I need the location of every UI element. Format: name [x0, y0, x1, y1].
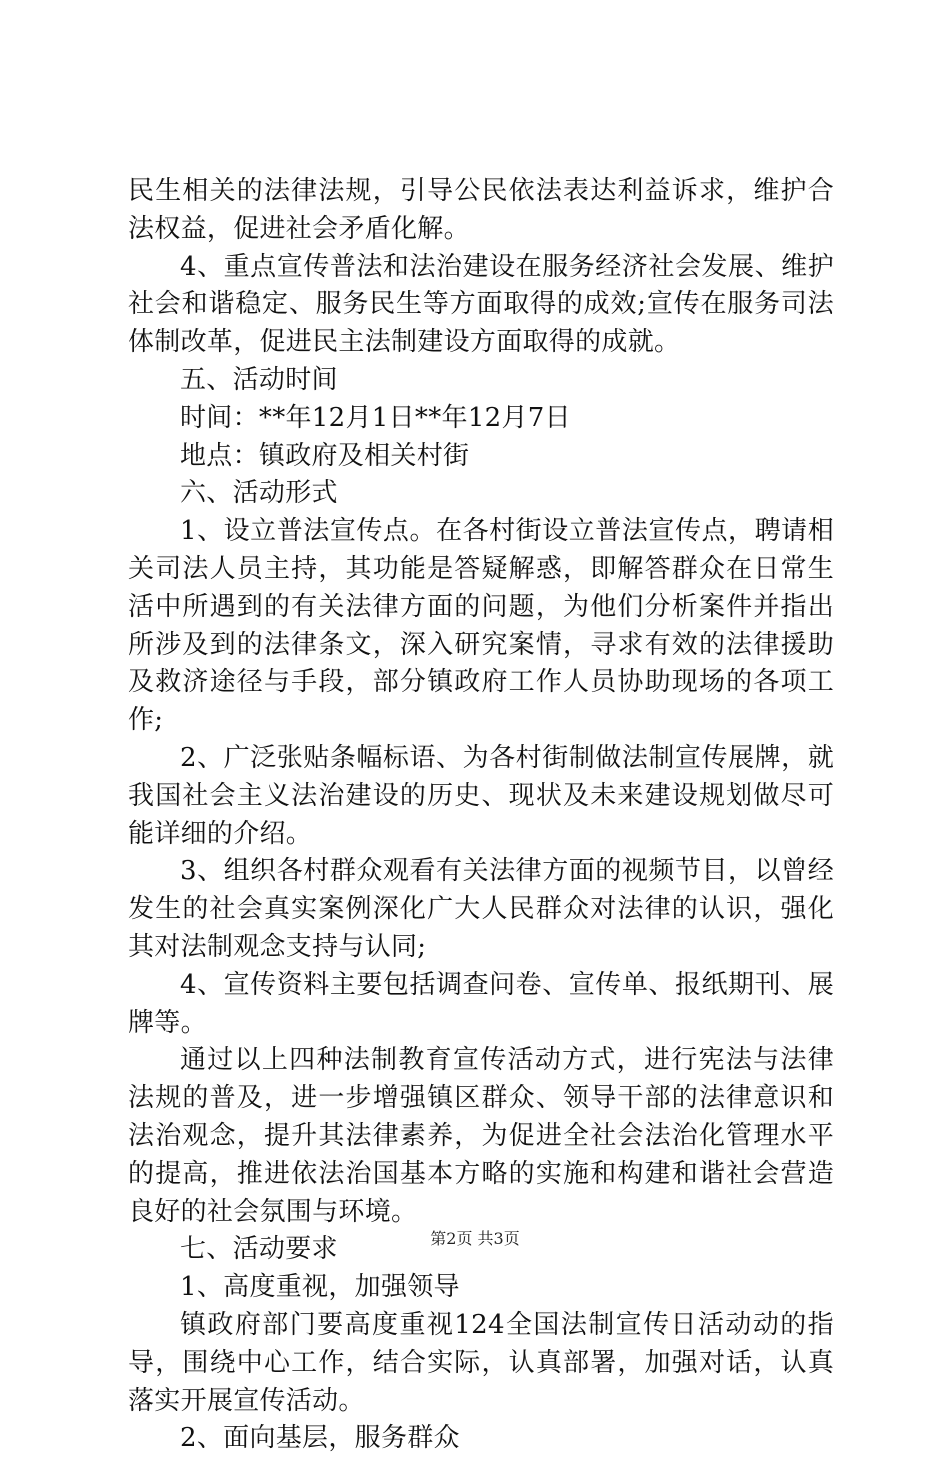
subsection-heading: 1、高度重视，加强领导: [180, 1272, 460, 1303]
paragraph: 4、重点宣传普法和法治建设在服务经济社会发展、维护社会和谐稳定、服务民生等方面取得的成效;宣传在服务司法体制改革，促进民主法制建设方面取得的成就。: [128, 251, 834, 358]
section-heading: 七、活动要求: [180, 1234, 338, 1265]
paragraph: 3、组织各村群众观看有关法律方面的视频节目，以曾经发生的社会真实案例深化广大人民群众对法律的认识，强化其对法制观念支持与认同;: [128, 856, 834, 962]
paragraph: 通过以上四种法制教育宣传活动方式，进行宪法与法律法规的普及，进一步增强镇区群众、领导干部的法律意识和法治观念，提升其法律素养，为促进全社会法治化管理水平的提高，推进依法治国基本方略的实施和构建和谐社会营造良好的社会氛围与环境。: [128, 1045, 834, 1227]
paragraph: 地点：镇政府及相关村街: [180, 440, 470, 471]
document-body: [128, 173, 834, 1458]
subsection-heading: 2、面向基层，服务群众: [180, 1423, 460, 1454]
section-heading: 六、活动形式: [180, 478, 338, 509]
paragraph: 镇政府部门要高度重视124全国法制宣传日活动动的指导，围绕中心工作，结合实际，认真部署，加强对话，认真落实开展宣传活动。: [128, 1309, 834, 1416]
page-number-footer: 第2页 共3页: [430, 1229, 520, 1248]
paragraph: 4、宣传资料主要包括调查问卷、宣传单、报纸期刊、展牌等。: [128, 969, 834, 1038]
paragraph: 时间：**年12月1日**年12月7日: [180, 402, 571, 433]
paragraph: 2、广泛张贴条幅标语、为各村街制做法制宣传展牌，就我国社会主义法治建设的历史、现状及未来建设规划做尽可能详细的介绍。: [128, 742, 834, 849]
section-heading: 五、活动时间: [180, 364, 338, 395]
paragraph: 1、设立普法宣传点。在各村街设立普法宣传点，聘请相关司法人员主持，其功能是答疑解惑，即解答群众在日常生活中所遇到的有关法律方面的问题，为他们分析案件并指出所涉及到的法律条文，深入研究案情，寻求有效的法律援助及救济途径与手段，部分镇政府工作人员协助现场的各项工作;: [128, 516, 834, 736]
paragraph: 民生相关的法律法规，引导公民依法表达利益诉求，维护合法权益，促进社会矛盾化解。: [128, 176, 834, 244]
